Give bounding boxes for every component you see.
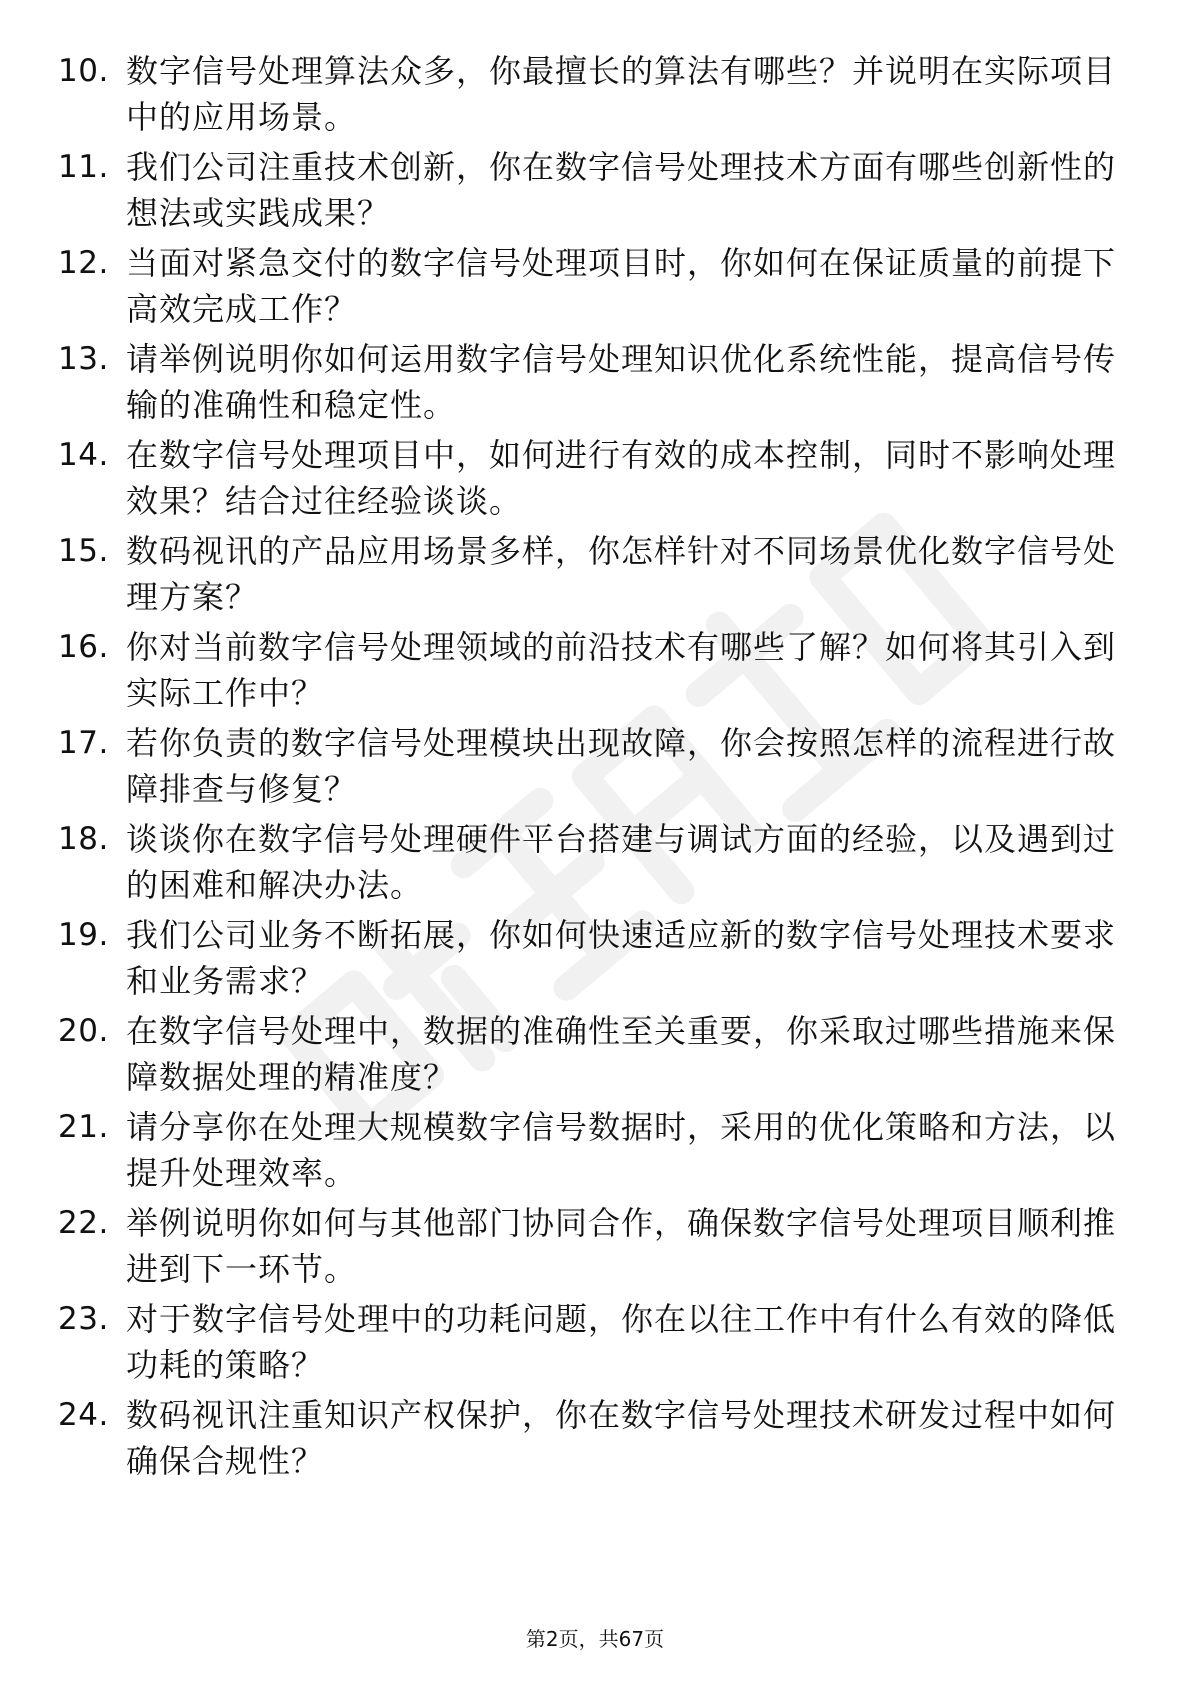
page-number-label: 第2页，共67页 xyxy=(525,1627,665,1651)
question-text: 在数字信号处理中，数据的准确性至关重要，你采取过哪些措施来保障数据处理的精准度？ xyxy=(126,1012,1117,1096)
question-item xyxy=(58,48,1118,144)
question-number: 17. xyxy=(58,725,109,761)
question-list xyxy=(58,48,1118,1488)
question-number: 20. xyxy=(58,1013,109,1049)
question-text: 请分享你在处理大规模数字信号数据时，采用的优化策略和方法，以提升处理效率。 xyxy=(126,1108,1117,1192)
question-number: 19. xyxy=(58,917,109,953)
question-item xyxy=(58,528,1118,624)
question-text: 我们公司业务不断拓展，你如何快速适应新的数字信号处理技术要求和业务需求？ xyxy=(126,916,1117,1000)
question-item xyxy=(58,720,1118,816)
question-text: 请举例说明你如何运用数字信号处理知识优化系统性能，提高信号传输的准确性和稳定性。 xyxy=(126,340,1117,424)
question-item xyxy=(58,1008,1118,1104)
question-text: 数码视讯注重知识产权保护，你在数字信号处理技术研发过程中如何确保合规性？ xyxy=(126,1396,1117,1480)
question-item xyxy=(58,912,1118,1008)
question-number: 18. xyxy=(58,821,109,857)
question-number: 21. xyxy=(58,1109,109,1145)
question-number: 13. xyxy=(58,341,109,377)
question-text: 对于数字信号处理中的功耗问题，你在以往工作中有什么有效的降低功耗的策略？ xyxy=(126,1300,1117,1384)
question-number: 23. xyxy=(58,1301,109,1337)
question-item xyxy=(58,1296,1118,1392)
question-item xyxy=(58,144,1118,240)
question-number: 12. xyxy=(58,245,109,281)
question-number: 22. xyxy=(58,1205,109,1241)
question-number: 24. xyxy=(58,1397,109,1433)
question-text: 我们公司注重技术创新，你在数字信号处理技术方面有哪些创新性的想法或实践成果？ xyxy=(126,148,1117,232)
question-item xyxy=(58,1104,1118,1200)
question-item xyxy=(58,624,1118,720)
question-number: 16. xyxy=(58,629,109,665)
question-text: 若你负责的数字信号处理模块出现故障，你会按照怎样的流程进行故障排查与修复？ xyxy=(126,724,1117,808)
question-number: 10. xyxy=(58,53,109,89)
question-text: 数码视讯的产品应用场景多样，你怎样针对不同场景优化数字信号处理方案？ xyxy=(126,532,1117,616)
question-text: 数字信号处理算法众多，你最擅长的算法有哪些？并说明在实际项目中的应用场景。 xyxy=(126,52,1117,136)
question-item xyxy=(58,240,1118,336)
question-text: 在数字信号处理项目中，如何进行有效的成本控制，同时不影响处理效果？结合过往经验谈谈。 xyxy=(126,436,1117,520)
question-item xyxy=(58,1200,1118,1296)
question-text: 当面对紧急交付的数字信号处理项目时，你如何在保证质量的前提下高效完成工作？ xyxy=(126,244,1117,328)
question-text: 你对当前数字信号处理领域的前沿技术有哪些了解？如何将其引入到实际工作中？ xyxy=(126,628,1117,712)
question-item xyxy=(58,432,1118,528)
question-item xyxy=(58,1392,1118,1488)
page-footer xyxy=(0,1625,1190,1653)
question-item xyxy=(58,336,1118,432)
question-number: 14. xyxy=(58,437,109,473)
question-item xyxy=(58,816,1118,912)
question-number: 11. xyxy=(58,149,109,185)
question-text: 举例说明你如何与其他部门协同合作，确保数字信号处理项目顺利推进到下一环节。 xyxy=(126,1204,1117,1288)
question-number: 15. xyxy=(58,533,109,569)
question-text: 谈谈你在数字信号处理硬件平台搭建与调试方面的经验，以及遇到过的困难和解决办法。 xyxy=(126,820,1117,904)
